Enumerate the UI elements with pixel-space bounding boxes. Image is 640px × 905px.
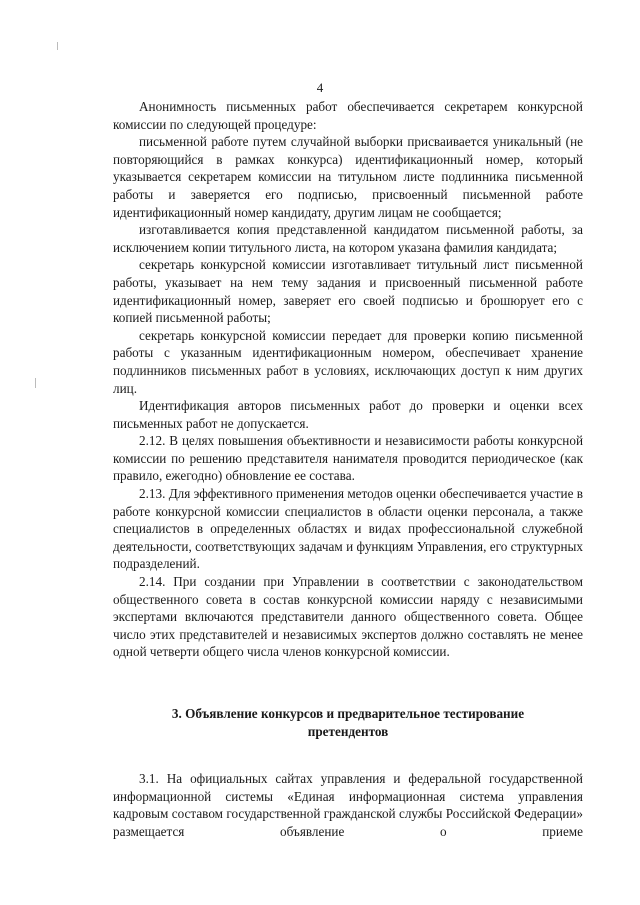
paragraph-transfer: секретарь конкурсной комиссии передает для проверки копию письменной работы с указанным идентификационным номером, обеспечивает хранение подлинников письменных работ в условиях, исключающих доступ к ним других лиц. bbox=[113, 327, 583, 396]
paragraph-2-14: 2.14. При создании при Управлении в соответствии с законодательством общественного совета в состав конкурсной комиссии наряду с независимыми экспертами включаются представители данного общественного совета. Общее число этих представителей и независимых экспертов должно составлять не менее одной четверти общего числа членов конкурсной комиссии. bbox=[113, 574, 583, 660]
scan-mark bbox=[57, 42, 58, 50]
paragraph-identification: Идентификация авторов письменных работ до проверки и оценки всех письменных работ не допускается. bbox=[113, 398, 583, 431]
page-number: 4 bbox=[316, 80, 324, 95]
paragraph-2-12: 2.12. В целях повышения объективности и независимости работы конкурсной комиссии по решению представителя нанимателя проводится периодическое (как правило, ежегодно) обновление ее состава. bbox=[113, 433, 583, 484]
section-heading bbox=[113, 705, 583, 740]
scan-mark bbox=[35, 378, 36, 388]
paragraph-title-sheet: секретарь конкурсной комиссии изготавливает титульный лист письменной работы, указывает на нем тему задания и присвоенный письменной работе идентификационный номер, заверяет его своей подписью и брошюрует его с копией письменной работы; bbox=[113, 257, 583, 326]
paragraph-3-1: 3.1. На официальных сайтах управления и федеральной государственной информационной системы «Единая информационная система управления кадровым составом государственной гражданской службы Российской Федерации» размещается объявление о приеме bbox=[113, 771, 583, 839]
section-3-body bbox=[113, 770, 583, 840]
paragraph-2-13: 2.13. Для эффективного применения методов оценки обеспечивается участие в работе конкурсной комиссии специалистов в области оценки персонала, а также специалистов в определенных областях и видах профессиональной служебной деятельности, соответствующих задачам и функциям Управления, его структурных подразделений. bbox=[113, 486, 583, 572]
paragraph-anonymity: Анонимность письменных работ обеспечивается секретарем конкурсной комиссии по следующей процедуре: bbox=[113, 99, 583, 132]
paragraph-id-number: письменной работе путем случайной выборки присваивается уникальный (не повторяющийся в рамках конкурса) идентификационный номер, который указывается секретарем комиссии на титульном листе подлинника письменной работы и заверяется его подписью, присвоенный письменной работе идентификационный номер кандидату, другим лицам не сообщается; bbox=[113, 134, 583, 220]
section-heading-line1: 3. Объявление конкурсов и предварительное тестирование bbox=[171, 706, 525, 721]
paragraph-copy: изготавливается копия представленной кандидатом письменной работы, за исключением копии титульного листа, на котором указана фамилия кандидата; bbox=[113, 222, 583, 255]
section-heading-line2: претендентов bbox=[307, 723, 389, 739]
document-body bbox=[113, 98, 583, 661]
